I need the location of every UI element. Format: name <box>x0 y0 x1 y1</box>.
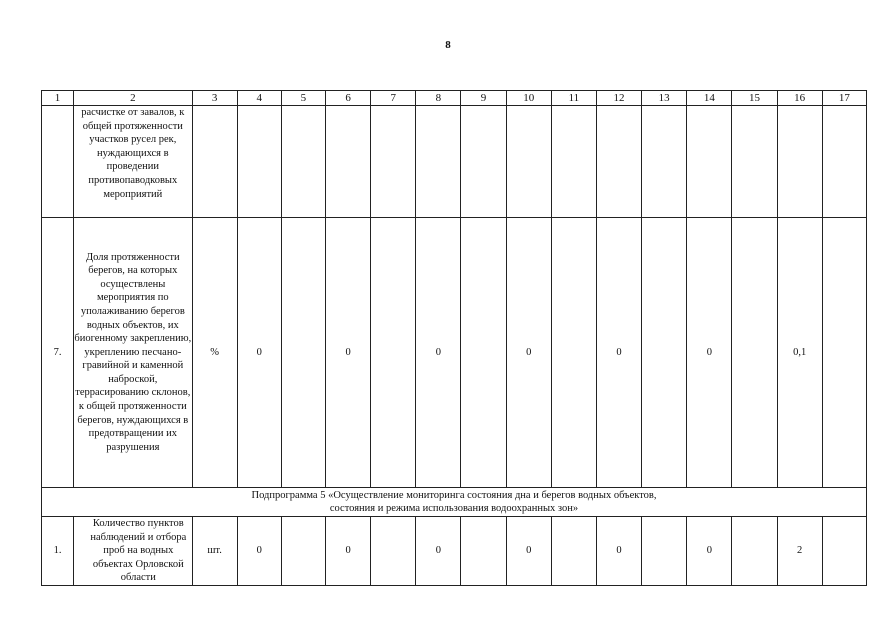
column-header: 5 <box>281 91 325 106</box>
value-cell <box>281 218 325 488</box>
unit-cell <box>192 106 237 218</box>
page-number: 8 <box>445 39 451 51</box>
column-header: 13 <box>642 91 687 106</box>
value-cell: 0 <box>687 517 732 586</box>
column-header: 10 <box>506 91 551 106</box>
column-header: 1 <box>42 91 74 106</box>
subprogram-title-line: состояния и режима использования водоохранных зон» <box>329 503 579 514</box>
subprogram-row <box>42 488 867 517</box>
value-cell <box>732 218 777 488</box>
column-header: 2 <box>74 91 192 106</box>
column-header: 6 <box>326 91 371 106</box>
value-cell <box>371 517 416 586</box>
indicator-name: Количество пунктов наблюдений и отбора проб на водных объектах Орловской области <box>74 517 192 586</box>
table-row <box>42 218 867 488</box>
indicator-name: расчистке от завалов, к общей протяженности участков русел рек, нуждающихся в проведении противопаводковых мероприятий <box>74 106 192 218</box>
indicator-name: Доля протяженности берегов, на которых осуществлены мероприятия по уполаживанию берегов водных объектов, их биогенному закреплению, укреплению песчано-гравийной и каменной наброской, террасированию склонов, к общей протяженности берегов, нуждающихся в предотвращении их разрушения <box>74 218 192 488</box>
value-cell <box>371 106 416 218</box>
value-cell <box>461 106 506 218</box>
value-cell <box>461 218 506 488</box>
column-header: 14 <box>687 91 732 106</box>
value-cell <box>506 106 551 218</box>
value-cell <box>822 517 866 586</box>
unit-cell: шт. <box>192 517 237 586</box>
column-header: 7 <box>371 91 416 106</box>
subprogram-title <box>42 488 867 517</box>
value-cell <box>642 106 687 218</box>
value-cell <box>416 106 461 218</box>
value-cell <box>732 106 777 218</box>
table-row <box>42 517 867 586</box>
value-cell: 0 <box>416 517 461 586</box>
column-header: 3 <box>192 91 237 106</box>
value-cell <box>371 218 416 488</box>
value-cell: 0 <box>237 517 281 586</box>
row-number <box>42 106 74 218</box>
column-header: 8 <box>416 91 461 106</box>
value-cell: 0 <box>596 517 641 586</box>
value-cell <box>551 517 596 586</box>
value-cell: 0 <box>506 218 551 488</box>
column-header: 15 <box>732 91 777 106</box>
column-header: 4 <box>237 91 281 106</box>
value-cell: 0 <box>237 218 281 488</box>
column-header: 9 <box>461 91 506 106</box>
value-cell <box>822 218 866 488</box>
value-cell: 0,1 <box>777 218 822 488</box>
value-cell <box>237 106 281 218</box>
value-cell <box>281 106 325 218</box>
row-number: 7. <box>42 218 74 488</box>
value-cell: 0 <box>326 218 371 488</box>
value-cell <box>596 106 641 218</box>
indicators-table <box>41 90 867 586</box>
subprogram-title-line: Подпрограмма 5 «Осуществление мониторинга состояния дна и берегов водных объектов, <box>251 489 657 501</box>
value-cell: 0 <box>687 218 732 488</box>
value-cell <box>732 517 777 586</box>
value-cell <box>551 218 596 488</box>
row-number: 1. <box>42 517 74 586</box>
value-cell <box>461 517 506 586</box>
value-cell <box>642 218 687 488</box>
table-row <box>42 106 867 218</box>
value-cell <box>551 106 596 218</box>
value-cell <box>281 517 325 586</box>
value-cell <box>777 106 822 218</box>
column-number-row <box>42 91 867 106</box>
value-cell: 0 <box>416 218 461 488</box>
column-header: 12 <box>596 91 641 106</box>
value-cell: 0 <box>326 517 371 586</box>
value-cell <box>642 517 687 586</box>
value-cell <box>822 106 866 218</box>
unit-cell: % <box>192 218 237 488</box>
column-header: 11 <box>551 91 596 106</box>
value-cell <box>326 106 371 218</box>
column-header: 16 <box>777 91 822 106</box>
value-cell: 0 <box>506 517 551 586</box>
column-header: 17 <box>822 91 866 106</box>
value-cell <box>687 106 732 218</box>
value-cell: 2 <box>777 517 822 586</box>
value-cell: 0 <box>596 218 641 488</box>
